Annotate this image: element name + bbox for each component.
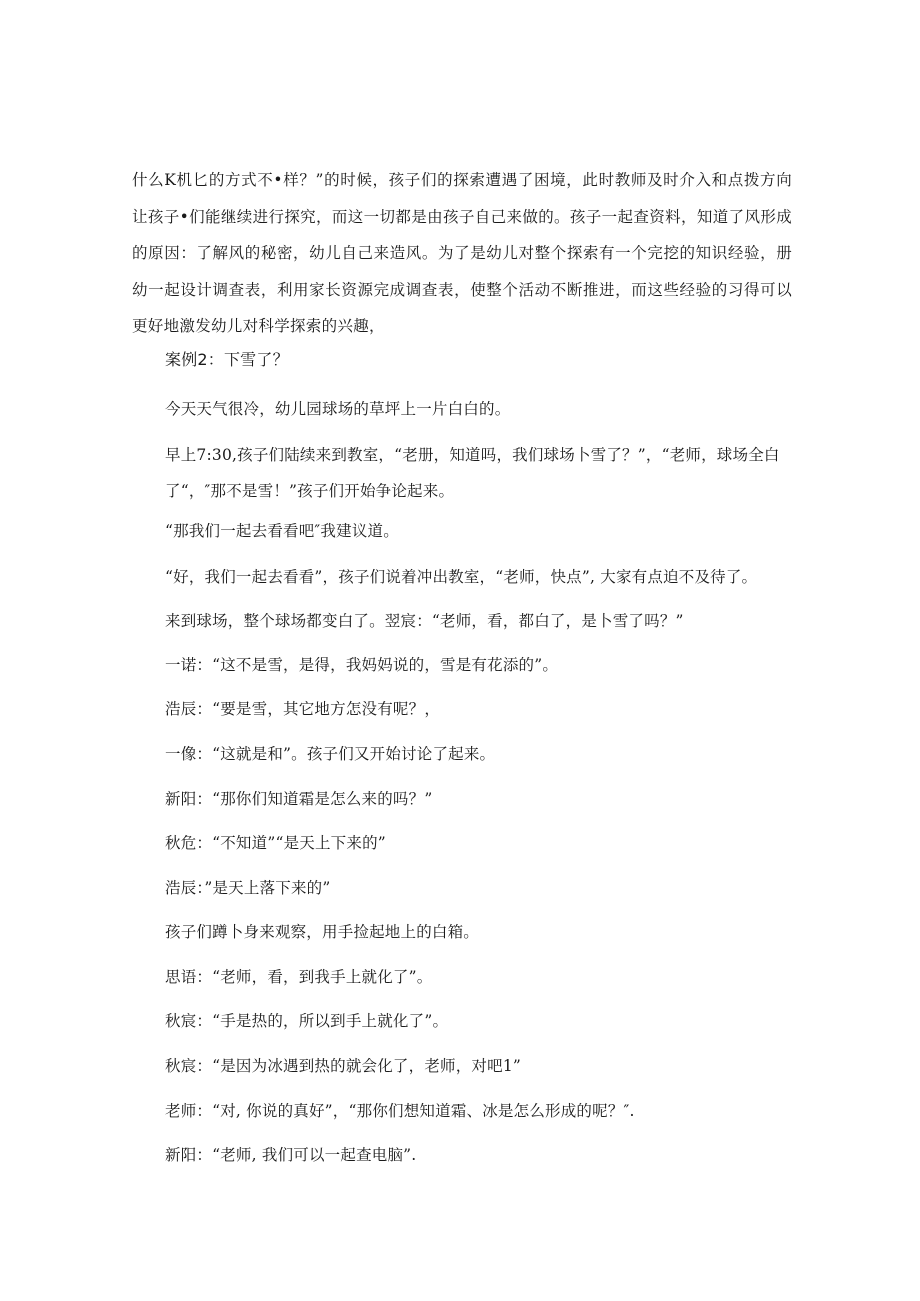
paragraph-line: 一诺：“这不是雪，是得，我妈妈说的，雪是有花添的”。 xyxy=(165,656,559,674)
paragraph-line: 今天天气很冷，幼儿园球场的草坪上一片白白的。 xyxy=(165,400,511,418)
paragraph-line: 早上7:30,孩子们陆续来到教室，“老册，知道吗，我们球场卜雪了？”，“老师，球场全白了“，″那不是雪！”孩子们开始争论起来。 xyxy=(165,446,780,500)
paragraph-line: 新阳：“那你们知道霜是怎么来的吗？” xyxy=(165,790,433,808)
paragraph-line: 老师：“对, 你说的真好”，“那你们想知道霜、冰是怎么形成的呢？″. xyxy=(165,1102,635,1120)
paragraph-line: 思语：“老师，看，到我手上就化了”。 xyxy=(165,968,433,986)
paragraph-line: 一像：“这就是和”。孩子们又开始讨论了起来。 xyxy=(165,745,496,763)
intro-paragraph: 什么K机匕的方式不•样？”的时候，孩子们的探索遭遇了困境，此时教师及时介入和点拨方向让孩子•们能继续进行探究，而这一切都是由孩子自己来做的。孩子一起查资料，知道了风形成的原因：了解风的秘密，幼儿自己来造风。为了是幼儿对整个探索有一个完挖的知识经验，册幼一起设计调查表，利用家长资源完成调查表，使整个活动不断推进，而这些经验的习得可以更好地激发幼儿对科学探索的兴趣， xyxy=(132,171,792,335)
paragraph-line: 浩辰：“要是雪，其它地方怎没有呢？， xyxy=(165,700,441,718)
paragraph-line: 秋宸：“是因为冰遇到热的就会化了，老师，对吧1” xyxy=(165,1057,522,1075)
paragraph-line: 孩子们蹲卜身来观察，用手捡起地上的白箱。 xyxy=(165,923,480,941)
paragraph-line: “好，我们一起去看看”，孩子们说着冲出教室，“老师，快点”, 大家有点迫不及待了。 xyxy=(165,568,758,586)
paragraph-line: “那我们一起去看看吧″我建议道。 xyxy=(165,522,399,540)
paragraph-line: 秋危：“不知道”“是天上下来的” xyxy=(165,834,386,852)
paragraph-line: 浩辰：”是天上落下来的” xyxy=(165,879,331,897)
paragraph-line: 新阳：“老师, 我们可以一起查电脑”. xyxy=(165,1146,417,1164)
case-heading: 案例2：下雪了？ xyxy=(165,350,289,369)
paragraph-line: 秋宸：“手是热的，所以到手上就化了”。 xyxy=(165,1012,449,1030)
paragraph-line: 来到球场，整个球场都变白了。翌宸：“老师，看，都白了，是卜雪了吗？” xyxy=(165,612,684,630)
